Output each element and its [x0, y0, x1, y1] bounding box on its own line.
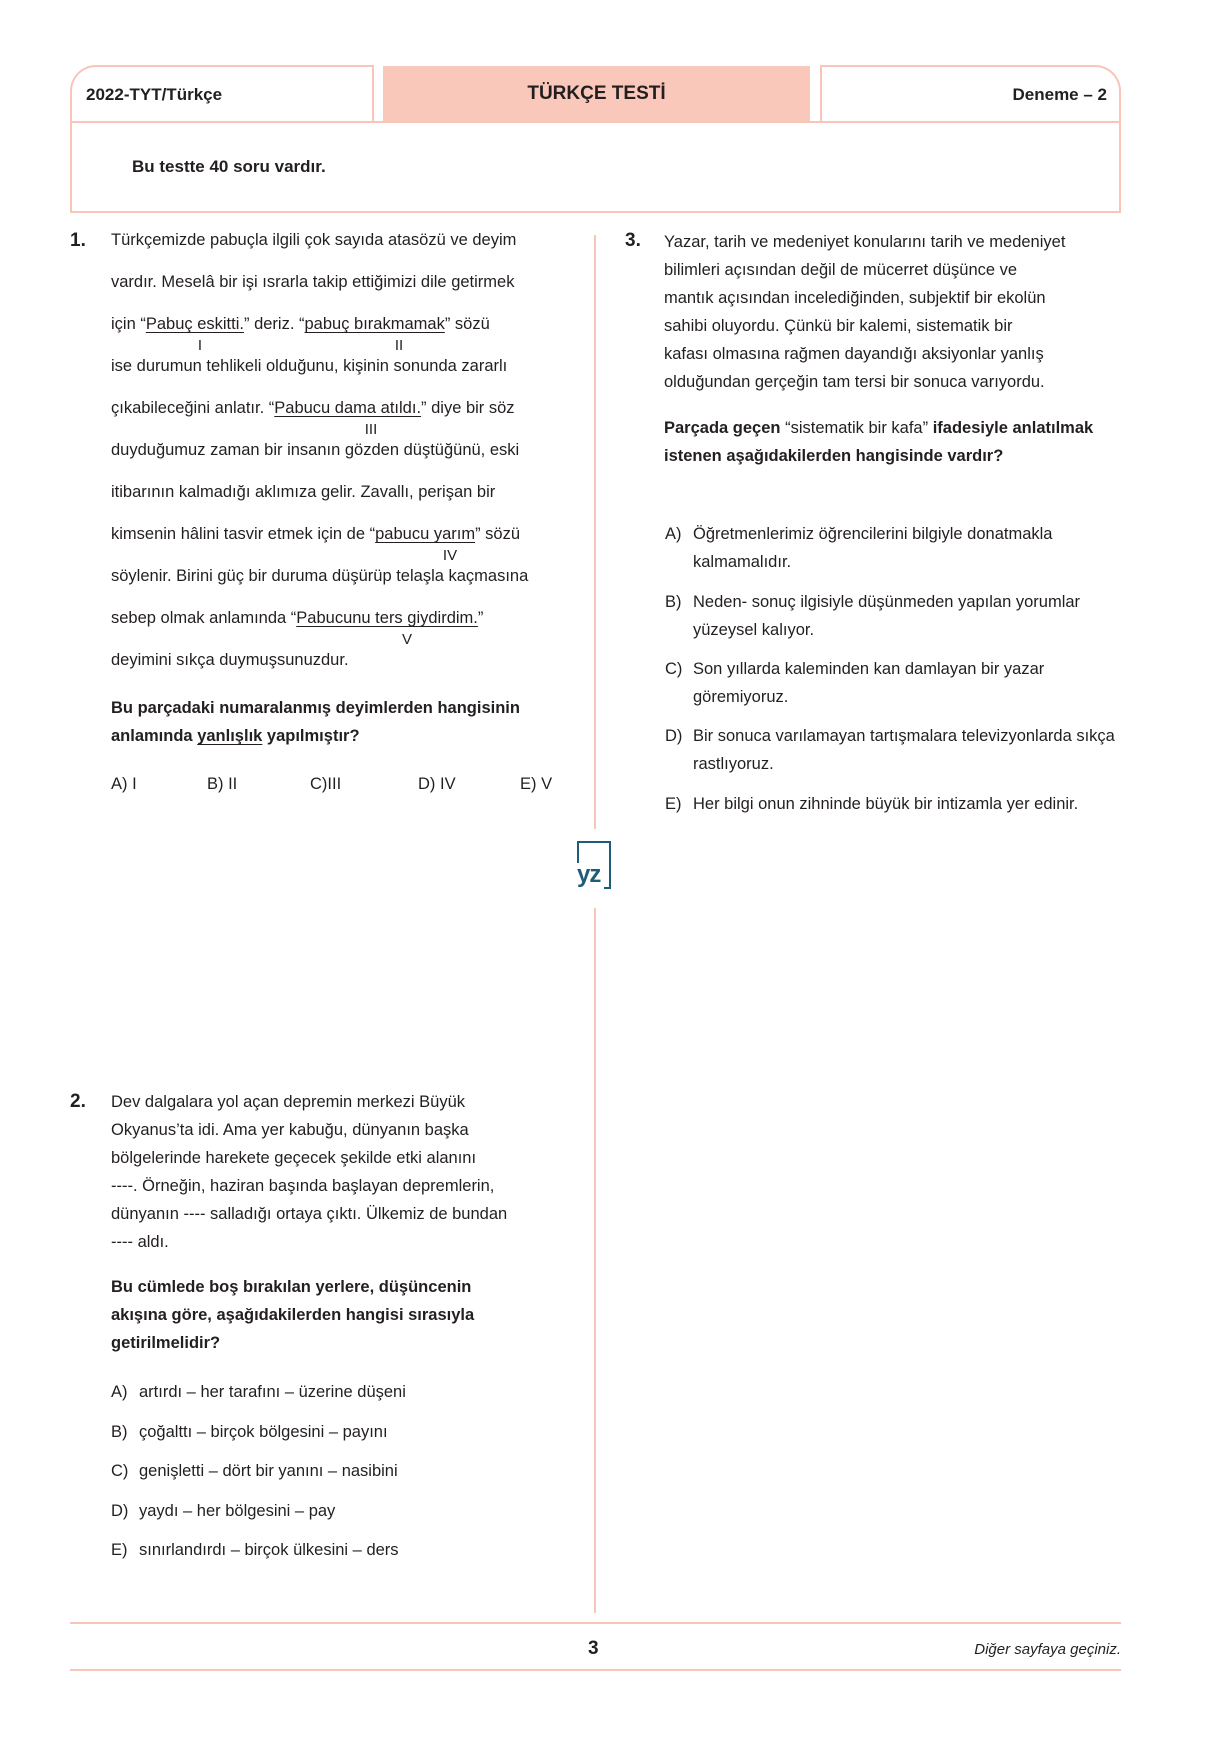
answer-option-b[interactable]: [665, 588, 1125, 644]
option-text: V: [541, 775, 553, 793]
roman-label-IV: IV: [442, 547, 458, 564]
question-count-notice: Bu testte 40 soru vardır.: [132, 157, 326, 176]
answer-option-e[interactable]: [665, 790, 1125, 818]
answer-option-a[interactable]: [111, 1383, 406, 1402]
prompt-line: Bu cümlede boş bırakılan yerlere, düşüncenin: [111, 1278, 472, 1296]
header-notice-box: [70, 121, 1121, 213]
header-right-cell: [820, 65, 1121, 123]
option-letter: C): [111, 1462, 129, 1480]
text: kimsenin hâlini tasvir etmek için de “: [111, 525, 376, 543]
passage-line: Dev dalgalara yol açan depremin merkezi Büyük: [111, 1093, 466, 1111]
option-letter: A): [111, 1383, 128, 1401]
column-divider-top: [594, 235, 596, 829]
logo-text: yz: [577, 861, 601, 888]
answer-option-c[interactable]: [111, 1462, 398, 1481]
option-text: Her bilgi onun zihninde büyük bir intizamla yer edinir.: [693, 795, 1079, 813]
answer-option-d[interactable]: [418, 775, 456, 794]
text: ” deriz. “: [243, 315, 305, 333]
option-letter: C): [310, 775, 328, 793]
text: ” sözü: [475, 525, 521, 543]
passage-line: mantık açısından incelediğinden, subjektif bir ekolün: [664, 289, 1046, 307]
answer-option-d[interactable]: [665, 722, 1125, 778]
option-letter: E): [111, 1541, 128, 1559]
option-letter: E): [520, 775, 537, 793]
exam-code: 2022-TYT/Türkçe: [86, 85, 223, 104]
publisher-logo: [577, 841, 611, 891]
option-text: IV: [440, 775, 456, 793]
quoted-phrase: “sistematik bir kafa”: [785, 419, 929, 437]
question-prompt: [111, 1273, 581, 1357]
question-number: 3.: [625, 230, 641, 251]
text: ” sözü: [444, 315, 490, 333]
option-text: I: [132, 775, 137, 793]
option-text: artırdı – her tarafını – üzerine düşeni: [139, 1383, 406, 1401]
answer-option-d[interactable]: [111, 1502, 335, 1521]
answer-option-b[interactable]: [207, 775, 237, 794]
option-text: Neden- sonuç ilgisiyle düşünmeden yapılan yorumlar yüzeysel kalıyor.: [693, 593, 1081, 639]
option-text: III: [327, 775, 342, 793]
option-text: Son yıllarda kaleminden kan damlayan bir yazar göremiyoruz.: [693, 660, 1045, 706]
passage-line: [111, 315, 490, 334]
answer-option-a[interactable]: [665, 520, 1125, 576]
option-letter: D): [111, 1502, 129, 1520]
question-prompt: [111, 694, 581, 750]
option-letter: C): [665, 660, 683, 678]
passage-line: bölgelerinde harekete geçecek şekilde etki alanını: [111, 1149, 477, 1167]
passage-line: [111, 609, 483, 628]
option-text: sınırlandırdı – birçok ülkesini – ders: [139, 1541, 399, 1559]
option-text: genişletti – dört bir yanını – nasibini: [139, 1462, 398, 1480]
option-letter: B): [207, 775, 224, 793]
passage-line: ise durumun tehlikeli olduğunu, kişinin sonunda zararlı: [111, 357, 508, 375]
option-letter: A): [111, 775, 128, 793]
emphasis-word: yanlışlık: [197, 727, 263, 745]
passage-line: [111, 399, 515, 418]
option-letter: B): [111, 1423, 128, 1441]
idiom-I: Pabuç eskitti.: [145, 315, 244, 333]
option-letter: D): [418, 775, 436, 793]
option-text: Bir sonuca varılamayan tartışmalara televizyonlarda sıkça rastlıyoruz.: [693, 727, 1115, 773]
answer-option-c[interactable]: [310, 775, 341, 794]
passage: [111, 1088, 581, 1256]
option-letter: D): [665, 727, 683, 745]
text: ” diye bir söz: [421, 399, 515, 417]
idiom-IV: pabucu yarım: [375, 525, 476, 543]
roman-label-III: III: [364, 421, 378, 438]
answer-option-e[interactable]: [520, 775, 552, 794]
option-text: yaydı – her bölgesini – pay: [139, 1502, 336, 1520]
question-prompt: [664, 414, 1094, 470]
answer-option-c[interactable]: [665, 655, 1125, 711]
question-number: 2.: [70, 1091, 86, 1112]
answer-option-a[interactable]: [111, 775, 137, 794]
idiom-III: Pabucu dama atıldı.: [274, 399, 422, 417]
header-left-cell: [70, 65, 374, 123]
passage-line: olduğundan gerçeğin tam tersi bir sonuca varıyordu.: [664, 373, 1045, 391]
text: ”: [477, 609, 484, 627]
passage-line: duyduğumuz zaman bir insanın gözden düştüğünü, eski: [111, 441, 520, 459]
answer-option-e[interactable]: [111, 1541, 399, 1560]
roman-label-I: I: [197, 337, 203, 354]
prompt-line: getirilmelidir?: [111, 1334, 221, 1352]
prompt-line: akışına göre, aşağıdakilerden hangisi sırasıyla: [111, 1306, 475, 1324]
passage-line: dünyanın ---- salladığı ortaya çıktı. Ülkemiz de bundan: [111, 1205, 508, 1223]
passage-line: sahibi oluyordu. Çünkü bir kalemi, sistematik bir: [664, 317, 1013, 335]
text: Bu parçadaki numaralanmış deyimlerden hangisinin anlamında: [111, 699, 520, 745]
passage-line: söylenir. Birini güç bir duruma düşürüp telaşla kaçmasına: [111, 567, 529, 585]
option-text: Öğretmenlerimiz öğrencilerini bilgiyle donatmakla kalmamalıdır.: [693, 525, 1053, 571]
option-text: çoğalttı – birçok bölgesini – payını: [139, 1423, 388, 1441]
roman-label-II: II: [394, 337, 404, 354]
next-page-notice: Diğer sayfaya geçiniz.: [974, 1641, 1121, 1658]
question-number: 1.: [70, 230, 86, 251]
answer-option-b[interactable]: [111, 1423, 388, 1442]
passage-line: deyimini sıkça duymuşsunuzdur.: [111, 651, 349, 669]
text: Parçada geçen: [664, 419, 786, 437]
passage-line: Okyanus’ta idi. Ama yer kabuğu, dünyanın başka: [111, 1121, 469, 1139]
passage: [664, 228, 1134, 396]
option-letter: E): [665, 795, 682, 813]
text: için “: [111, 315, 146, 333]
trial-label: Deneme – 2: [1012, 85, 1107, 104]
idiom-V: Pabucunu ters giydirdim.: [296, 609, 478, 627]
passage-line: Türkçemizde pabuçla ilgili çok sayıda atasözü ve deyim: [111, 231, 517, 249]
roman-label-V: V: [401, 631, 413, 648]
idiom-II: pabuç bırakmamak: [304, 315, 445, 333]
passage-line: Yazar, tarih ve medeniyet konularını tarih ve medeniyet: [664, 233, 1066, 251]
text: yapılmıştır?: [262, 727, 360, 745]
page-number: 3: [588, 1638, 599, 1659]
passage-line: ----. Örneğin, haziran başında başlayan depremlerin,: [111, 1177, 495, 1195]
passage-line: [111, 525, 520, 544]
passage-line: bilimleri açısından değil de mücerret düşünce ve: [664, 261, 1018, 279]
text: sebep olmak anlamında “: [111, 609, 297, 627]
option-letter: A): [665, 525, 682, 543]
option-letter: B): [665, 593, 682, 611]
passage-line: kafası olmasına rağmen dayandığı aksiyonlar yanlış: [664, 345, 1044, 363]
passage-line: itibarının kalmadığı aklımıza gelir. Zavallı, perişan bir: [111, 483, 496, 501]
footer-bottom-rule: [70, 1669, 1121, 1671]
header-title-cell: [383, 66, 810, 122]
text: ifadesiyle anlatılmak istenen aşağıdakilerden hangisinde vardır?: [664, 419, 1094, 465]
passage-line: ---- aldı.: [111, 1233, 169, 1251]
column-divider-bottom: [594, 908, 596, 1613]
passage-line: vardır. Meselâ bir işi ısrarla takip ettiğimizi dile getirmek: [111, 273, 515, 291]
text: çıkabileceğini anlatır. “: [111, 399, 275, 417]
footer-top-rule: [70, 1622, 1121, 1624]
test-title: TÜRKÇE TESTİ: [527, 83, 666, 104]
option-text: II: [228, 775, 238, 793]
